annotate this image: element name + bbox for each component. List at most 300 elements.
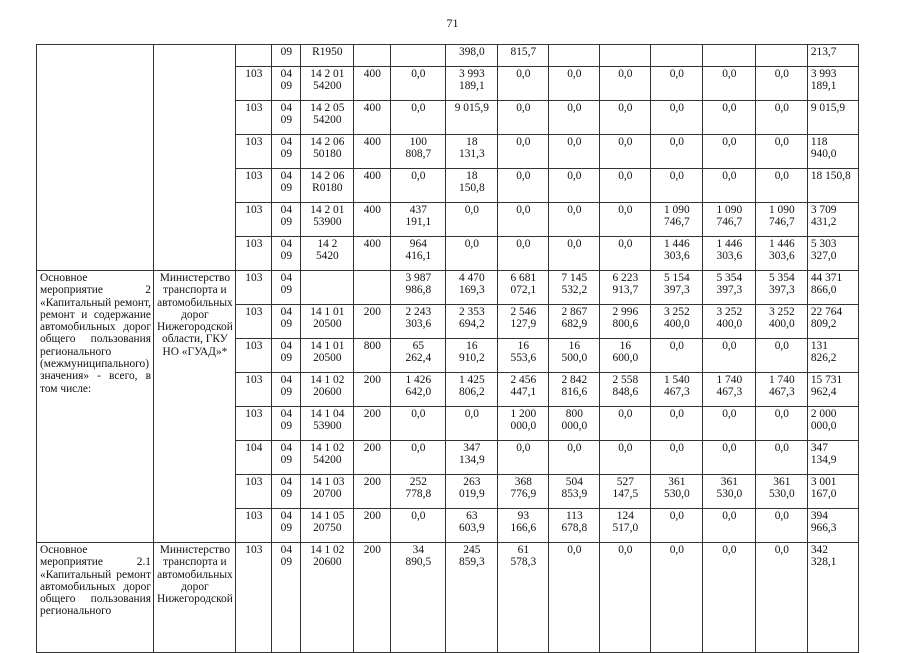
rzpr-cell (271, 441, 300, 475)
vr-cell-text: 400 (363, 204, 381, 216)
year-value-cell-text: 0,0 (516, 170, 531, 182)
year-value-cell-text: 0,0 (669, 442, 684, 454)
vr-cell-text: 200 (363, 442, 381, 454)
rzpr-cell (271, 169, 300, 203)
year-value-cell-text: 815,7 (510, 46, 537, 58)
activity-2-1-name-cell-text: Основное мероприятие 2.1 «Капитальный ремонт автомобильных дорог общего пользования регионального (40, 544, 151, 618)
vr-cell (353, 543, 390, 653)
csr-cell (300, 305, 353, 339)
vr-cell (353, 203, 390, 237)
year-value-cell-text: 361 530,0 (769, 476, 795, 501)
year-value-cell (702, 475, 755, 509)
year-value-cell (390, 169, 445, 203)
year-value-cell-text: 0,0 (567, 68, 582, 80)
year-value-cell (650, 67, 702, 101)
year-value-cell (497, 101, 548, 135)
total-value-cell (807, 509, 858, 543)
year-value-cell-text: 0,0 (774, 136, 789, 148)
year-value-cell (548, 543, 599, 653)
year-value-cell-text: 0,0 (618, 442, 633, 454)
grbs-cell-text: 103 (245, 170, 263, 182)
year-value-cell (755, 407, 807, 441)
vr-cell-text: 200 (363, 476, 381, 488)
year-value-cell (390, 203, 445, 237)
year-value-cell (702, 135, 755, 169)
rzpr-cell-text: 04 09 (280, 374, 293, 399)
csr-cell-text: R1950 (312, 46, 343, 58)
year-value-cell (599, 45, 650, 67)
year-value-cell (497, 339, 548, 373)
year-value-cell-text: 437 191,1 (405, 204, 432, 229)
csr-cell (300, 271, 353, 305)
year-value-cell (445, 441, 497, 475)
year-value-cell (548, 67, 599, 101)
year-value-cell (650, 135, 702, 169)
year-value-cell-text: 0,0 (516, 442, 531, 454)
year-value-cell (755, 271, 807, 305)
total-value-cell (807, 135, 858, 169)
year-value-cell (497, 509, 548, 543)
year-value-cell (445, 475, 497, 509)
rzpr-cell (271, 407, 300, 441)
group-1-name-cell (37, 45, 154, 271)
year-value-cell (445, 101, 497, 135)
year-value-cell-text: 0,0 (774, 68, 789, 80)
grbs-cell (235, 45, 271, 67)
total-value-cell (807, 67, 858, 101)
year-value-cell (548, 101, 599, 135)
year-value-cell-text: 6 223 913,7 (612, 272, 639, 297)
year-value-cell-text: 1 446 303,6 (769, 238, 795, 263)
year-value-cell-text: 361 530,0 (664, 476, 690, 501)
vr-cell (353, 475, 390, 509)
year-value-cell-text: 16 910,2 (459, 340, 485, 365)
year-value-cell (390, 373, 445, 407)
rzpr-cell (271, 101, 300, 135)
year-value-cell-text: 2 558 848,6 (612, 374, 639, 399)
year-value-cell-text: 0,0 (669, 340, 684, 352)
year-value-cell-text: 964 416,1 (405, 238, 432, 263)
year-value-cell (599, 509, 650, 543)
year-value-cell (650, 339, 702, 373)
year-value-cell (650, 509, 702, 543)
year-value-cell (650, 203, 702, 237)
vr-cell-text: 200 (363, 408, 381, 420)
year-value-cell-text: 9 015,9 (454, 102, 489, 114)
grbs-cell-text: 103 (245, 136, 263, 148)
year-value-cell-text: 0,0 (618, 544, 633, 556)
year-value-cell-text: 3 987 986,8 (405, 272, 432, 297)
vr-cell (353, 407, 390, 441)
budget-table (36, 44, 859, 653)
grbs-cell-text: 103 (245, 238, 263, 250)
year-value-cell (650, 305, 702, 339)
csr-cell-text: 14 1 01 20500 (310, 340, 345, 365)
year-value-cell (599, 441, 650, 475)
year-value-cell-text: 252 778,8 (405, 476, 432, 501)
year-value-cell (497, 169, 548, 203)
year-value-cell (702, 407, 755, 441)
year-value-cell (548, 203, 599, 237)
year-value-cell (599, 169, 650, 203)
year-value-cell (390, 101, 445, 135)
year-value-cell (548, 169, 599, 203)
year-value-cell-text: 16 553,6 (510, 340, 537, 365)
grbs-cell (235, 67, 271, 101)
csr-cell-text: 14 1 01 20500 (310, 306, 345, 331)
vr-cell-text: 200 (363, 374, 381, 386)
year-value-cell (548, 339, 599, 373)
total-value-cell (807, 271, 858, 305)
year-value-cell-text: 0,0 (567, 170, 582, 182)
grbs-cell-text: 103 (245, 340, 263, 352)
year-value-cell-text: 527 147,5 (612, 476, 639, 501)
grbs-cell (235, 101, 271, 135)
year-value-cell (548, 45, 599, 67)
year-value-cell-text: 0,0 (567, 136, 582, 148)
year-value-cell-text: 1 446 303,6 (664, 238, 690, 263)
grbs-cell-text: 103 (245, 306, 263, 318)
rzpr-cell (271, 135, 300, 169)
csr-cell (300, 543, 353, 653)
year-value-cell-text: 0,0 (669, 102, 684, 114)
year-value-cell-text: 0,0 (722, 136, 737, 148)
year-value-cell-text: 4 470 169,3 (459, 272, 485, 297)
year-value-cell-text: 2 996 800,6 (612, 306, 639, 331)
year-value-cell (702, 169, 755, 203)
grbs-cell-text: 103 (245, 510, 263, 522)
total-value-cell-text: 213,7 (810, 46, 837, 58)
csr-cell (300, 169, 353, 203)
csr-cell-text: 14 1 04 53900 (310, 408, 345, 433)
year-value-cell-text: 0,0 (516, 204, 531, 216)
year-value-cell (497, 441, 548, 475)
year-value-cell-text: 0,0 (464, 408, 479, 420)
year-value-cell (390, 543, 445, 653)
vr-cell-text: 200 (363, 306, 381, 318)
total-value-cell (807, 101, 858, 135)
year-value-cell-text: 504 853,9 (561, 476, 588, 501)
activity-2-1-name-cell (37, 543, 154, 653)
year-value-cell (702, 101, 755, 135)
year-value-cell-text: 0,0 (618, 68, 633, 80)
year-value-cell (702, 237, 755, 271)
table-row (37, 45, 859, 67)
year-value-cell (548, 237, 599, 271)
grbs-cell-text: 103 (245, 374, 263, 386)
year-value-cell-text: 0,0 (516, 238, 531, 250)
year-value-cell (599, 305, 650, 339)
year-value-cell-text: 0,0 (669, 170, 684, 182)
year-value-cell-text: 2 243 303,6 (405, 306, 432, 331)
year-value-cell-text: 1 540 467,3 (664, 374, 690, 399)
year-value-cell (755, 45, 807, 67)
vr-cell-text: 400 (363, 238, 381, 250)
year-value-cell-text: 0,0 (774, 408, 789, 420)
csr-cell-text: 14 1 02 54200 (310, 442, 345, 467)
rzpr-cell (271, 237, 300, 271)
total-value-cell (807, 305, 858, 339)
year-value-cell-text: 0,0 (567, 102, 582, 114)
rzpr-cell-text: 04 09 (280, 238, 293, 263)
year-value-cell-text: 16 600,0 (612, 340, 639, 365)
rzpr-cell (271, 67, 300, 101)
vr-cell-text: 400 (363, 102, 381, 114)
rzpr-cell-text: 04 09 (280, 510, 293, 535)
grbs-cell (235, 441, 271, 475)
year-value-cell-text: 0,0 (669, 544, 684, 556)
year-value-cell (755, 67, 807, 101)
vr-cell (353, 67, 390, 101)
year-value-cell (497, 475, 548, 509)
year-value-cell (755, 543, 807, 653)
year-value-cell (650, 441, 702, 475)
total-value-cell-text: 22 764 809,2 (810, 306, 843, 331)
year-value-cell-text: 0,0 (464, 238, 479, 250)
csr-cell (300, 67, 353, 101)
year-value-cell (702, 509, 755, 543)
csr-cell-text: 14 2 01 54200 (310, 68, 345, 93)
year-value-cell (390, 237, 445, 271)
table-row (37, 271, 859, 305)
activity-2-name-cell-text: Основное мероприятие 2 «Капитальный ремонт, ремонт и содержание автомобильных дорог общего пользования регионального (межмуниципального) значения» - всего, в том числе: (40, 272, 151, 395)
rzpr-cell (271, 271, 300, 305)
year-value-cell (548, 407, 599, 441)
rzpr-cell (271, 475, 300, 509)
year-value-cell-text: 0,0 (774, 442, 789, 454)
year-value-cell (548, 271, 599, 305)
total-value-cell (807, 543, 858, 653)
csr-cell (300, 203, 353, 237)
year-value-cell (497, 373, 548, 407)
year-value-cell-text: 0,0 (411, 442, 426, 454)
vr-cell (353, 339, 390, 373)
vr-cell (353, 271, 390, 305)
vr-cell (353, 101, 390, 135)
year-value-cell (702, 305, 755, 339)
grbs-cell (235, 305, 271, 339)
year-value-cell-text: 0,0 (722, 442, 737, 454)
year-value-cell (445, 305, 497, 339)
rzpr-cell-text: 04 09 (280, 408, 293, 433)
csr-cell-text: 14 2 06 50180 (310, 136, 345, 161)
year-value-cell (390, 45, 445, 67)
year-value-cell-text: 0,0 (618, 408, 633, 420)
rzpr-cell (271, 203, 300, 237)
year-value-cell (755, 373, 807, 407)
rzpr-cell-text: 04 09 (280, 272, 293, 297)
year-value-cell-text: 245 859,3 (459, 544, 485, 569)
total-value-cell-text: 9 015,9 (810, 102, 846, 114)
page-number: 71 (446, 16, 459, 30)
year-value-cell (755, 135, 807, 169)
vr-cell-text: 200 (363, 544, 381, 556)
year-value-cell-text: 0,0 (618, 204, 633, 216)
total-value-cell-text: 347 134,9 (810, 442, 837, 467)
year-value-cell-text: 263 019,9 (459, 476, 485, 501)
year-value-cell-text: 0,0 (669, 408, 684, 420)
rzpr-cell-text: 04 09 (280, 476, 293, 501)
year-value-cell (548, 373, 599, 407)
year-value-cell (599, 203, 650, 237)
year-value-cell-text: 0,0 (567, 544, 582, 556)
csr-cell (300, 475, 353, 509)
year-value-cell (445, 135, 497, 169)
total-value-cell (807, 237, 858, 271)
year-value-cell (650, 407, 702, 441)
year-value-cell (390, 407, 445, 441)
year-value-cell (497, 305, 548, 339)
activity-2-name-cell (37, 271, 154, 543)
total-value-cell-text: 2 000 000,0 (810, 408, 837, 433)
csr-cell (300, 407, 353, 441)
year-value-cell (599, 543, 650, 653)
csr-cell-text: 14 1 02 20600 (310, 374, 345, 399)
total-value-cell-text: 18 150,8 (810, 170, 851, 182)
year-value-cell-text: 0,0 (774, 102, 789, 114)
year-value-cell (702, 441, 755, 475)
grbs-cell (235, 271, 271, 305)
year-value-cell-text: 0,0 (567, 238, 582, 250)
year-value-cell-text: 0,0 (669, 510, 684, 522)
year-value-cell (497, 271, 548, 305)
total-value-cell (807, 407, 858, 441)
total-value-cell (807, 373, 858, 407)
year-value-cell-text: 0,0 (669, 68, 684, 80)
grbs-cell (235, 543, 271, 653)
year-value-cell (445, 339, 497, 373)
vr-cell (353, 169, 390, 203)
csr-cell (300, 339, 353, 373)
year-value-cell-text: 0,0 (464, 204, 479, 216)
grbs-cell (235, 339, 271, 373)
year-value-cell (702, 373, 755, 407)
csr-cell-text: 14 1 02 20600 (310, 544, 345, 569)
group-1-responsible-cell (154, 45, 236, 271)
year-value-cell-text: 0,0 (618, 136, 633, 148)
year-value-cell (599, 101, 650, 135)
year-value-cell (650, 271, 702, 305)
total-value-cell-text: 342 328,1 (810, 544, 837, 569)
rzpr-cell-text: 04 09 (280, 68, 293, 93)
year-value-cell (445, 543, 497, 653)
year-value-cell (548, 509, 599, 543)
rzpr-cell (271, 305, 300, 339)
year-value-cell (650, 373, 702, 407)
year-value-cell (390, 339, 445, 373)
year-value-cell (755, 509, 807, 543)
year-value-cell (599, 373, 650, 407)
year-value-cell-text: 0,0 (411, 170, 426, 182)
rzpr-cell-text: 04 09 (280, 442, 293, 467)
vr-cell-text: 400 (363, 68, 381, 80)
year-value-cell (445, 169, 497, 203)
year-value-cell-text: 61 578,3 (510, 544, 537, 569)
year-value-cell-text: 0,0 (722, 68, 737, 80)
total-value-cell (807, 441, 858, 475)
year-value-cell (390, 305, 445, 339)
year-value-cell (755, 203, 807, 237)
year-value-cell (497, 135, 548, 169)
year-value-cell (445, 45, 497, 67)
year-value-cell (599, 237, 650, 271)
year-value-cell (599, 67, 650, 101)
year-value-cell-text: 5 154 397,3 (664, 272, 690, 297)
year-value-cell (445, 203, 497, 237)
year-value-cell (755, 475, 807, 509)
year-value-cell-text: 3 993 189,1 (459, 68, 485, 93)
rzpr-cell (271, 373, 300, 407)
year-value-cell (599, 271, 650, 305)
year-value-cell (650, 475, 702, 509)
year-value-cell-text: 63 603,9 (459, 510, 485, 535)
year-value-cell (445, 373, 497, 407)
year-value-cell (650, 169, 702, 203)
year-value-cell-text: 1 200 000,0 (510, 408, 537, 433)
year-value-cell-text: 347 134,9 (459, 442, 485, 467)
year-value-cell-text: 2 842 816,6 (561, 374, 588, 399)
year-value-cell-text: 16 500,0 (561, 340, 588, 365)
year-value-cell-text: 0,0 (722, 510, 737, 522)
year-value-cell (599, 135, 650, 169)
year-value-cell-text: 0,0 (411, 510, 426, 522)
grbs-cell-text: 103 (245, 102, 263, 114)
year-value-cell-text: 2 456 447,1 (510, 374, 537, 399)
year-value-cell (445, 407, 497, 441)
grbs-cell-text: 103 (245, 408, 263, 420)
csr-cell-text: 14 2 01 53900 (310, 204, 345, 229)
csr-cell-text: 14 1 03 20700 (310, 476, 345, 501)
grbs-cell (235, 169, 271, 203)
rzpr-cell (271, 45, 300, 67)
csr-cell (300, 135, 353, 169)
year-value-cell (390, 67, 445, 101)
vr-cell (353, 509, 390, 543)
vr-cell (353, 441, 390, 475)
grbs-cell-text: 103 (245, 272, 263, 284)
year-value-cell-text: 3 252 400,0 (664, 306, 690, 331)
year-value-cell (650, 543, 702, 653)
year-value-cell (755, 237, 807, 271)
year-value-cell (497, 45, 548, 67)
year-value-cell (445, 237, 497, 271)
csr-cell (300, 373, 353, 407)
year-value-cell-text: 18 150,8 (459, 170, 485, 195)
vr-cell (353, 305, 390, 339)
year-value-cell (702, 67, 755, 101)
grbs-cell (235, 475, 271, 509)
grbs-cell (235, 373, 271, 407)
year-value-cell-text: 368 776,9 (510, 476, 537, 501)
grbs-cell (235, 407, 271, 441)
grbs-cell (235, 509, 271, 543)
year-value-cell-text: 5 354 397,3 (769, 272, 795, 297)
activity-2-responsible-cell-text: Министерство транспорта и автомобильных дорог Нижегородской области, ГКУ НО «ГУАД»* (157, 272, 233, 358)
activity-2-responsible-cell (154, 271, 236, 543)
year-value-cell-text: 0,0 (774, 510, 789, 522)
year-value-cell (497, 407, 548, 441)
year-value-cell (755, 305, 807, 339)
total-value-cell-text: 15 731 962,4 (810, 374, 843, 399)
rzpr-cell (271, 543, 300, 653)
total-value-cell-text: 131 826,2 (810, 340, 837, 365)
grbs-cell (235, 135, 271, 169)
year-value-cell-text: 0,0 (567, 204, 582, 216)
grbs-cell-text: 103 (245, 544, 263, 556)
year-value-cell-text: 398,0 (459, 46, 485, 58)
total-value-cell-text: 3 993 189,1 (810, 68, 837, 93)
year-value-cell (497, 203, 548, 237)
